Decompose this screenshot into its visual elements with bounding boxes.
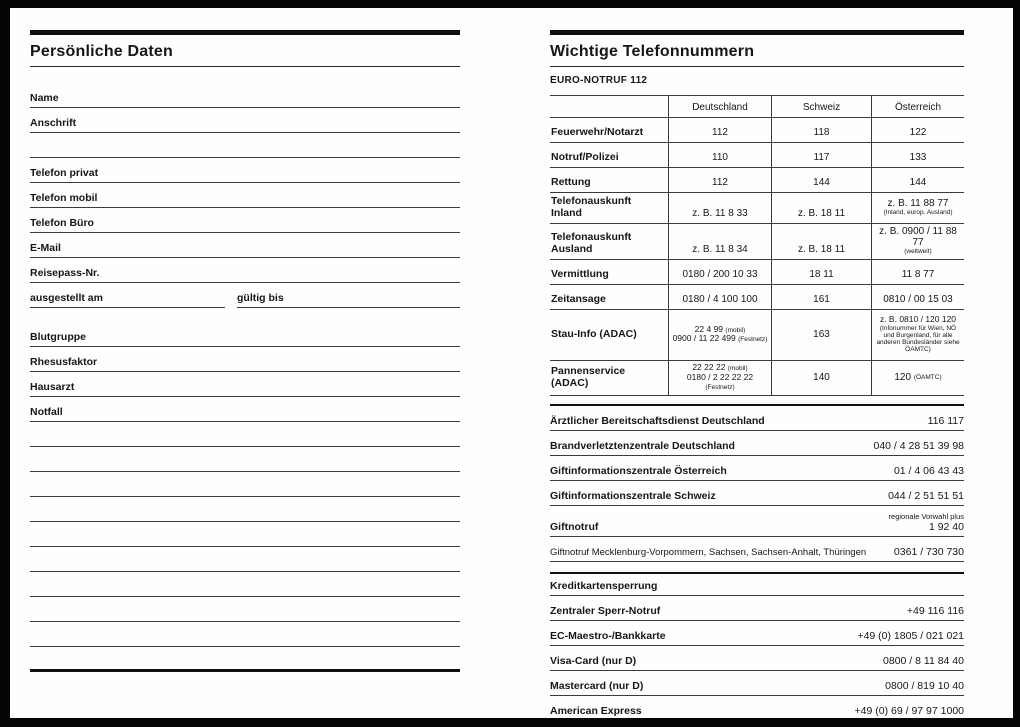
card-number: +49 (0) 1805 / 021 021 xyxy=(857,630,964,643)
table-header-deutschland: Deutschland xyxy=(668,96,771,117)
table-row xyxy=(550,260,964,285)
table-header-row xyxy=(550,96,964,118)
cell-de-landline: 0180 / 2 22 22 22 (Festnetz) xyxy=(686,371,754,391)
cell-de: 0180 / 4 100 100 xyxy=(668,285,771,309)
card-row xyxy=(550,696,964,718)
field-label: Telefon Büro xyxy=(30,217,94,229)
blank-rule xyxy=(30,422,460,447)
service-label: Giftinformationszentrale Schweiz xyxy=(550,490,716,503)
service-label: Giftnotruf Mecklenburg-Vorpommern, Sachsen, Sachsen-Anhalt, Thüringen xyxy=(550,547,867,559)
table-header-schweiz: Schweiz xyxy=(771,96,871,117)
field-row-name xyxy=(30,83,460,108)
cell-at xyxy=(871,224,964,259)
personal-data-page xyxy=(30,30,460,672)
field-row-blutgruppe xyxy=(30,322,460,347)
cell-de: z. B. 11 8 33 xyxy=(668,193,771,223)
euro-notruf-heading: EURO-NOTRUF 112 xyxy=(550,75,648,86)
valid-cell xyxy=(237,283,460,308)
service-number: regionale Vorwahl plus 1 92 40 xyxy=(888,511,964,533)
field-label: Anschrift xyxy=(30,117,77,129)
field-label: Blutgruppe xyxy=(30,331,86,343)
table-row xyxy=(550,143,964,168)
paper-page xyxy=(10,8,1013,718)
cell-de: 112 xyxy=(668,168,771,192)
card-number: +49 (0) 69 / 97 97 1000 xyxy=(854,705,964,718)
row-label: Zeitansage xyxy=(551,293,606,306)
phone-numbers-page xyxy=(550,30,964,718)
service-row-giftnotruf xyxy=(550,506,964,537)
cell-de-landline: 0900 / 11 22 499 (Festnetz) xyxy=(672,333,768,344)
field-label: ausgestellt am xyxy=(30,292,103,304)
cell-de xyxy=(668,310,771,360)
cell-ch: 144 xyxy=(771,168,871,192)
cell-de xyxy=(668,361,771,395)
emergency-numbers-table xyxy=(550,95,964,396)
field-label: Hausarzt xyxy=(30,381,75,393)
cell-de: 112 xyxy=(668,118,771,142)
field-row-reisepass xyxy=(30,258,460,283)
table-row xyxy=(550,193,964,224)
cell-at xyxy=(871,193,964,223)
blank-rule xyxy=(30,497,460,522)
cell-at: 122 xyxy=(871,118,964,142)
card-label: Visa-Card (nur D) xyxy=(550,655,637,668)
card-number: 0800 / 819 10 40 xyxy=(885,680,964,693)
card-number: +49 116 116 xyxy=(906,605,964,618)
field-label: gültig bis xyxy=(237,292,284,304)
service-number: 01 / 4 06 43 43 xyxy=(893,465,964,478)
service-label: Brandverletztenzentrale Deutschland xyxy=(550,440,735,453)
bottom-rule xyxy=(30,647,460,672)
row-label: Feuerwehr/Notarzt xyxy=(551,125,644,138)
field-label: Name xyxy=(30,92,59,104)
service-note: regionale Vorwahl plus xyxy=(888,511,964,521)
field-label: Telefon privat xyxy=(30,167,99,179)
blank-rule xyxy=(30,133,460,158)
section-title: Kreditkartensperrung xyxy=(550,580,658,593)
row-label: Notruf/Polizei xyxy=(551,150,619,163)
service-label: Giftinformationszentrale Österreich xyxy=(550,465,727,478)
page-title: Wichtige Telefonnummern xyxy=(550,35,964,67)
card-blocking-section xyxy=(550,572,964,718)
field-row-telefon-privat xyxy=(30,158,460,183)
personal-fields xyxy=(30,83,460,672)
field-label: E-Mail xyxy=(30,242,61,254)
field-row-email xyxy=(30,233,460,258)
row-label: Telefonauskunft Ausland xyxy=(551,231,632,256)
blank-rule xyxy=(30,597,460,622)
cell-ch: z. B. 18 11 xyxy=(771,193,871,223)
cell-ch: 140 xyxy=(771,361,871,395)
cell-at: 133 xyxy=(871,143,964,167)
service-row xyxy=(550,406,964,431)
field-row-telefon-buero xyxy=(30,208,460,233)
blank-rule xyxy=(30,472,460,497)
service-number: 116 117 xyxy=(927,415,964,428)
row-label: Rettung xyxy=(551,175,591,188)
table-row xyxy=(550,168,964,193)
row-label: Vermittlung xyxy=(551,268,609,281)
card-label: EC-Maestro-/Bankkarte xyxy=(550,630,666,643)
cell-de: z. B. 11 8 34 xyxy=(668,224,771,259)
cell-de-mobile: 22 22 22 (mobil) xyxy=(692,362,748,373)
card-number: 0800 / 8 11 84 40 xyxy=(883,655,964,668)
cell-at-number: z. B. 0810 / 120 120 xyxy=(879,314,957,325)
field-label: Rhesusfaktor xyxy=(30,356,98,368)
cell-at: 144 xyxy=(871,168,964,192)
section-gap xyxy=(30,308,460,322)
field-label: Reisepass-Nr. xyxy=(30,267,100,279)
table-row xyxy=(550,285,964,310)
service-row xyxy=(550,431,964,456)
table-row-stau-info xyxy=(550,310,964,361)
card-label: Zentraler Sperr-Notruf xyxy=(550,605,661,618)
card-blocking-title-row xyxy=(550,574,964,596)
blank-rule xyxy=(30,572,460,597)
blank-rule xyxy=(30,522,460,547)
cell-at-note: (weltweit) xyxy=(904,248,932,256)
row-label: Pannenservice (ADAC) xyxy=(551,365,626,390)
blank-rule xyxy=(30,447,460,472)
cell-ch: 18 11 xyxy=(771,260,871,284)
cell-de-mobile: 22 4 99 (mobil) xyxy=(694,323,746,334)
service-row xyxy=(550,537,964,562)
service-number: 044 / 2 51 51 51 xyxy=(888,490,964,503)
field-label: Notfall xyxy=(30,406,63,418)
field-row-passport-dates xyxy=(30,283,460,308)
field-row-notfall xyxy=(30,397,460,422)
cell-at xyxy=(871,361,964,395)
cell-at-note: (Inland, europ. Ausland) xyxy=(883,208,953,216)
cell-at-number: z. B. 11 88 77 xyxy=(887,197,949,209)
field-row-hausarzt xyxy=(30,372,460,397)
table-header-oesterreich: Österreich xyxy=(871,96,964,117)
cell-ch: z. B. 18 11 xyxy=(771,224,871,259)
service-number: 040 / 4 28 51 39 98 xyxy=(873,440,964,453)
field-label: Telefon mobil xyxy=(30,192,98,204)
cell-ch: 117 xyxy=(771,143,871,167)
cell-at-note: (ÖAMTC) xyxy=(913,373,942,381)
card-label: American Express xyxy=(550,705,642,718)
emergency-services-list xyxy=(550,404,964,562)
cell-at-number: 120 xyxy=(894,371,912,383)
field-row-rhesusfaktor xyxy=(30,347,460,372)
field-row-anschrift xyxy=(30,108,460,133)
cell-at: 0810 / 00 15 03 xyxy=(871,285,964,309)
table-row xyxy=(550,224,964,260)
service-row xyxy=(550,456,964,481)
cell-de: 110 xyxy=(668,143,771,167)
blank-rule xyxy=(30,622,460,647)
row-label: Stau-Info (ADAC) xyxy=(551,328,637,341)
row-label: Telefonauskunft Inland xyxy=(551,195,632,220)
service-number: 0361 / 730 730 xyxy=(893,546,964,559)
card-row xyxy=(550,621,964,646)
cell-at-number: z. B. 0900 / 11 88 77 xyxy=(879,226,957,249)
service-row xyxy=(550,481,964,506)
card-row xyxy=(550,646,964,671)
blank-rule xyxy=(30,547,460,572)
service-label: Giftnotruf xyxy=(550,521,599,534)
field-row-telefon-mobil xyxy=(30,183,460,208)
cell-ch: 161 xyxy=(771,285,871,309)
cell-at-note: (Infonummer für Wien, NÖ und Burgenland, für alle anderen Bundesländer siehe ÖAMTC) xyxy=(876,324,960,354)
card-row xyxy=(550,596,964,621)
cell-at xyxy=(871,310,964,360)
page-title: Persönliche Daten xyxy=(30,35,460,67)
card-label: Mastercard (nur D) xyxy=(550,680,644,693)
cell-ch: 118 xyxy=(771,118,871,142)
service-label: Ärztlicher Bereitschaftsdienst Deutschland xyxy=(550,415,765,428)
table-row-pannenservice xyxy=(550,361,964,396)
cell-ch: 163 xyxy=(771,310,871,360)
issued-cell xyxy=(30,283,225,308)
card-row xyxy=(550,671,964,696)
cell-at: 11 8 77 xyxy=(871,260,964,284)
table-row xyxy=(550,118,964,143)
table-header-empty xyxy=(550,96,668,117)
cell-de: 0180 / 200 10 33 xyxy=(668,260,771,284)
